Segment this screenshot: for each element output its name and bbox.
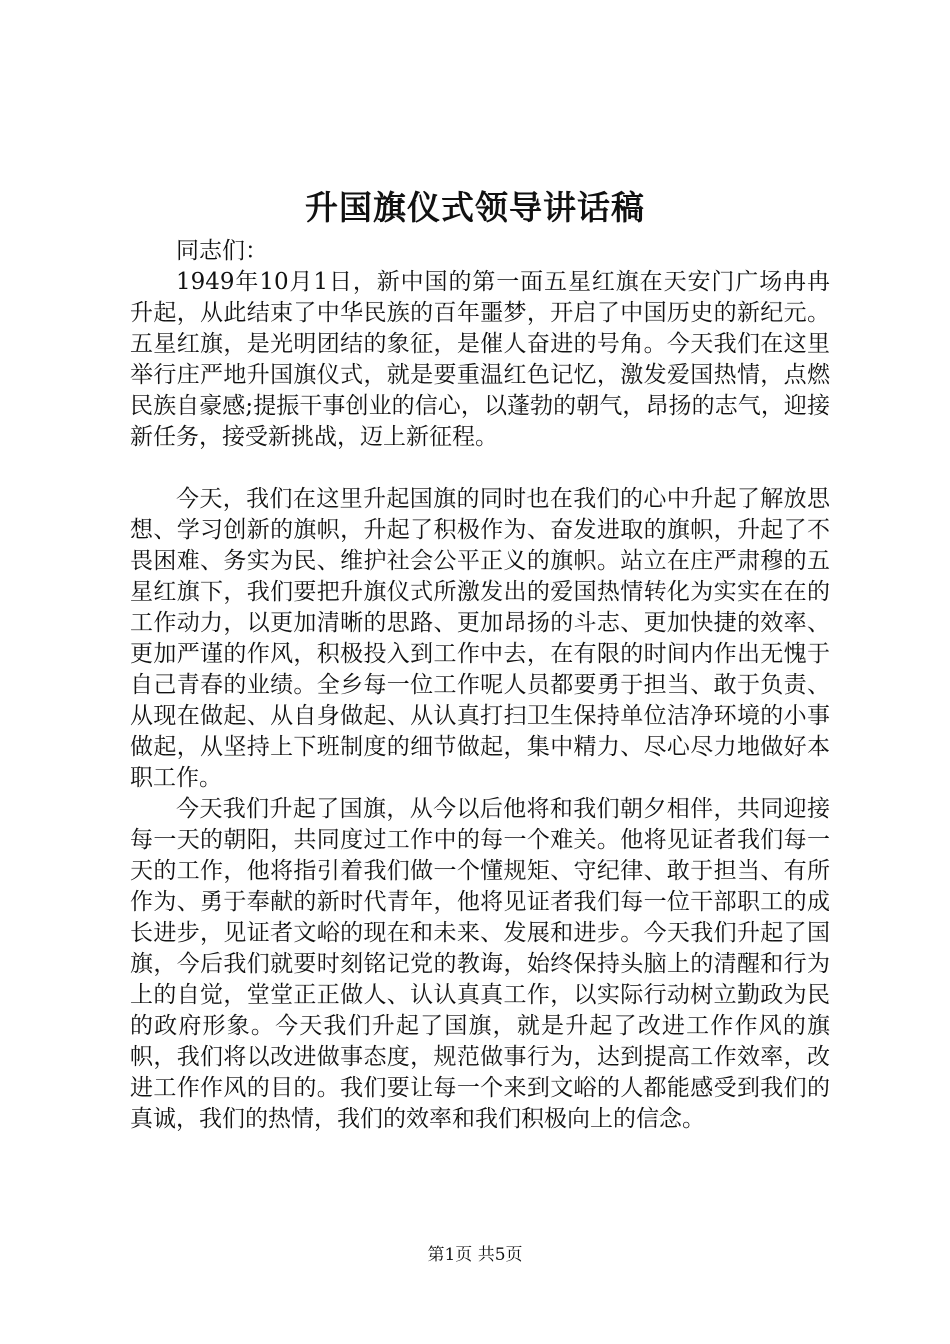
document-body xyxy=(130,236,830,1135)
paragraph-2: 今天，我们在这里升起国旗的同时也在我们的心中升起了解放思想、学习创新的旗帜，升起了积极作为、奋发进取的旗帜，升起了不畏困难、务实为民、维护社会公平正义的旗帜。站立在庄严肃穆的五星红旗下，我们要把升旗仪式所激发出的爱国热情转化为实实在在的工作动力，以更加清晰的思路、更加昂扬的斗志、更加快捷的效率、更加严谨的作风，积极投入到工作中去，在有限的时间内作出无愧于自己青春的业绩。全乡每一位工作呢人员都要勇于担当、敢于负责、从现在做起、从自身做起、从认真打扫卫生保持单位洁净环境的小事做起，从坚持上下班制度的细节做起，集中精力、尽心尽力地做好本职工作。 xyxy=(130,486,830,791)
paragraph-3: 今天我们升起了国旗，从今以后他将和我们朝夕相伴，共同迎接每一天的朝阳，共同度过工作中的每一个难关。他将见证者我们每一天的工作，他将指引着我们做一个懂规矩、守纪律、敢于担当、有所作为、勇于奉献的新时代青年，他将见证者我们每一位干部职工的成长进步，见证者文峪的现在和未来、发展和进步。今天我们升起了国旗，今后我们就要时刻铭记党的教诲，始终保持头脑上的清醒和行为上的自觉，堂堂正正做人、认认真真工作，以实际行动树立勤政为民的政府形象。今天我们升起了国旗，就是升起了改进工作作风的旗帜，我们将以改进做事态度，规范做事行为，达到提高工作效率，改进工作作风的目的。我们要让每一个来到文峪的人都能感受到我们的真诚，我们的热情，我们的效率和我们积极向上的信念。 xyxy=(130,796,830,1132)
page-title: 升国旗仪式领导讲话稿 xyxy=(305,188,645,227)
paragraph-1: 1949年10月1日，新中国的第一面五星红旗在天安门广场冉冉升起，从此结束了中华民族的百年噩梦，开启了中国历史的新纪元。五星红旗，是光明团结的象征，是催人奋进的号角。今天我们在这里举行庄严地升国旗仪式，就是要重温红色记忆，激发爱国热情，点燃民族自豪感;提振干事创业的信心，以蓬勃的朝气，昂扬的志气，迎接新任务，接受新挑战，迈上新征程。 xyxy=(130,269,830,450)
greeting: 同志们： xyxy=(176,238,268,264)
paragraph-spacer xyxy=(130,453,830,484)
page-footer: 第1页 共5页 xyxy=(427,1245,523,1265)
